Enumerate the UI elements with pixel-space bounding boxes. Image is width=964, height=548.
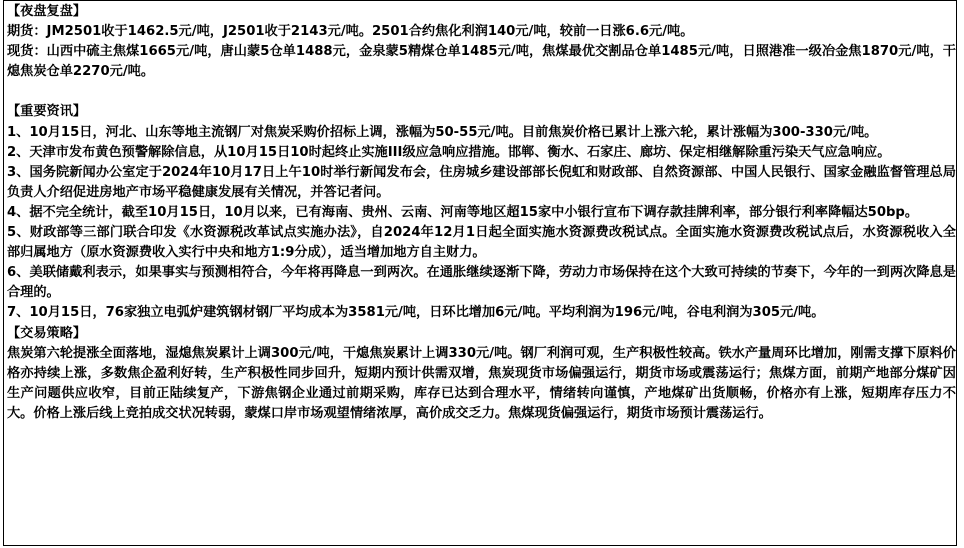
night-review-heading: 【夜盘复盘】 bbox=[7, 4, 87, 19]
news-item: 7、10月15日，76家独立电弧炉建筑钢材钢厂平均成本为3581元/吨，日环比增加6元/吨。平均利润为196元/吨，谷电利润为305元/吨。 bbox=[7, 305, 825, 321]
news-item: 1、10月15日，河北、山东等地主流钢厂对焦炭采购价招标上调，涨幅为50-55元/吨。目前焦炭价格已累计上涨六轮，累计涨幅为300-330元/吨。 bbox=[7, 124, 878, 140]
news-item: 3、国务院新闻办公室定于2024年10月17日上午10时举行新闻发布会，住房城乡建设部部长倪虹和财政部、自然资源部、中国人民银行、国家金融监督管理总局负责人介绍促进房地产市场平稳健康发展有关情况，并答记者问。 bbox=[7, 164, 956, 200]
news-item: 6、美联储戴利表示，如果事实与预测相符合，今年将再降息一到两次。在通胀继续逐渐下降，劳动力市场保持在这个大致可持续的节奏下，今年的一到两次降息是合理的。 bbox=[7, 265, 956, 301]
news-item: 2、天津市发布黄色预警解除信息，从10月15日10时起终止实施III级应急响应措施。邯郸、衡水、石家庄、廊坊、保定相继解除重污染天气应急响应。 bbox=[7, 144, 891, 160]
news-item: 5、财政部等三部门联合印发《水资源税改革试点实施办法》，自2024年12月1日起全面实施水资源费改税试点。全面实施水资源费改税试点后，水资源税收入全部归属地方（原水资源费收入实行中央和地方1:9分成），适当增加地方自主财力。 bbox=[7, 225, 956, 261]
spot-price-line: 现货：山西中硫主焦煤1665元/吨，唐山蒙5仓单1488元，金泉蒙5精煤仓单1485元/吨，焦煤最优交割品仓单1485元/吨，日照港准一级冶金焦1870元/吨，干熄焦炭仓单2270元/吨。 bbox=[7, 44, 956, 80]
news-heading: 【重要资讯】 bbox=[7, 104, 87, 120]
strategy-heading: 【交易策略】 bbox=[7, 325, 87, 341]
strategy-text: 焦炭第六轮提涨全面落地，湿熄焦炭累计上调300元/吨，干熄焦炭累计上调330元/吨。钢厂利润可观，生产积极性较高。铁水产量周环比增加，刚需支撑下原料价格亦持续上涨，多数焦企盈利好转，生产积极性同步回升，短期内预计供需双增，焦炭现货市场偏强运行，期货市场或震荡运行；焦煤方面，前期产地部分煤矿因生产问题供应收窄，目前正陆续复产，下游焦钢企业通过前期采购，库存已达到合理水平，情绪转向谨慎，产地煤矿出货顺畅，价格亦有上涨，短期库存压力不大。价格上涨后线上竞拍成交状况转弱，蒙煤口岸市场观望情绪浓厚，高价成交乏力。焦煤现货偏强运行，期货市场预计震荡运行。 bbox=[7, 345, 956, 421]
news-item: 4、据不完全统计，截至10月15日，10月以来，已有海南、贵州、云南、河南等地区超15家中小银行宣布下调存款挂牌利率，部分银行利率降幅达50bp。 bbox=[7, 204, 919, 220]
futures-review-line: 期货：JM2501收于1462.5元/吨，J2501收于2143元/吨。2501合约焦化利润140元/吨，较前一日涨6.6元/吨。 bbox=[7, 24, 694, 40]
market-report-document bbox=[3, 0, 957, 546]
spacer bbox=[7, 82, 956, 102]
